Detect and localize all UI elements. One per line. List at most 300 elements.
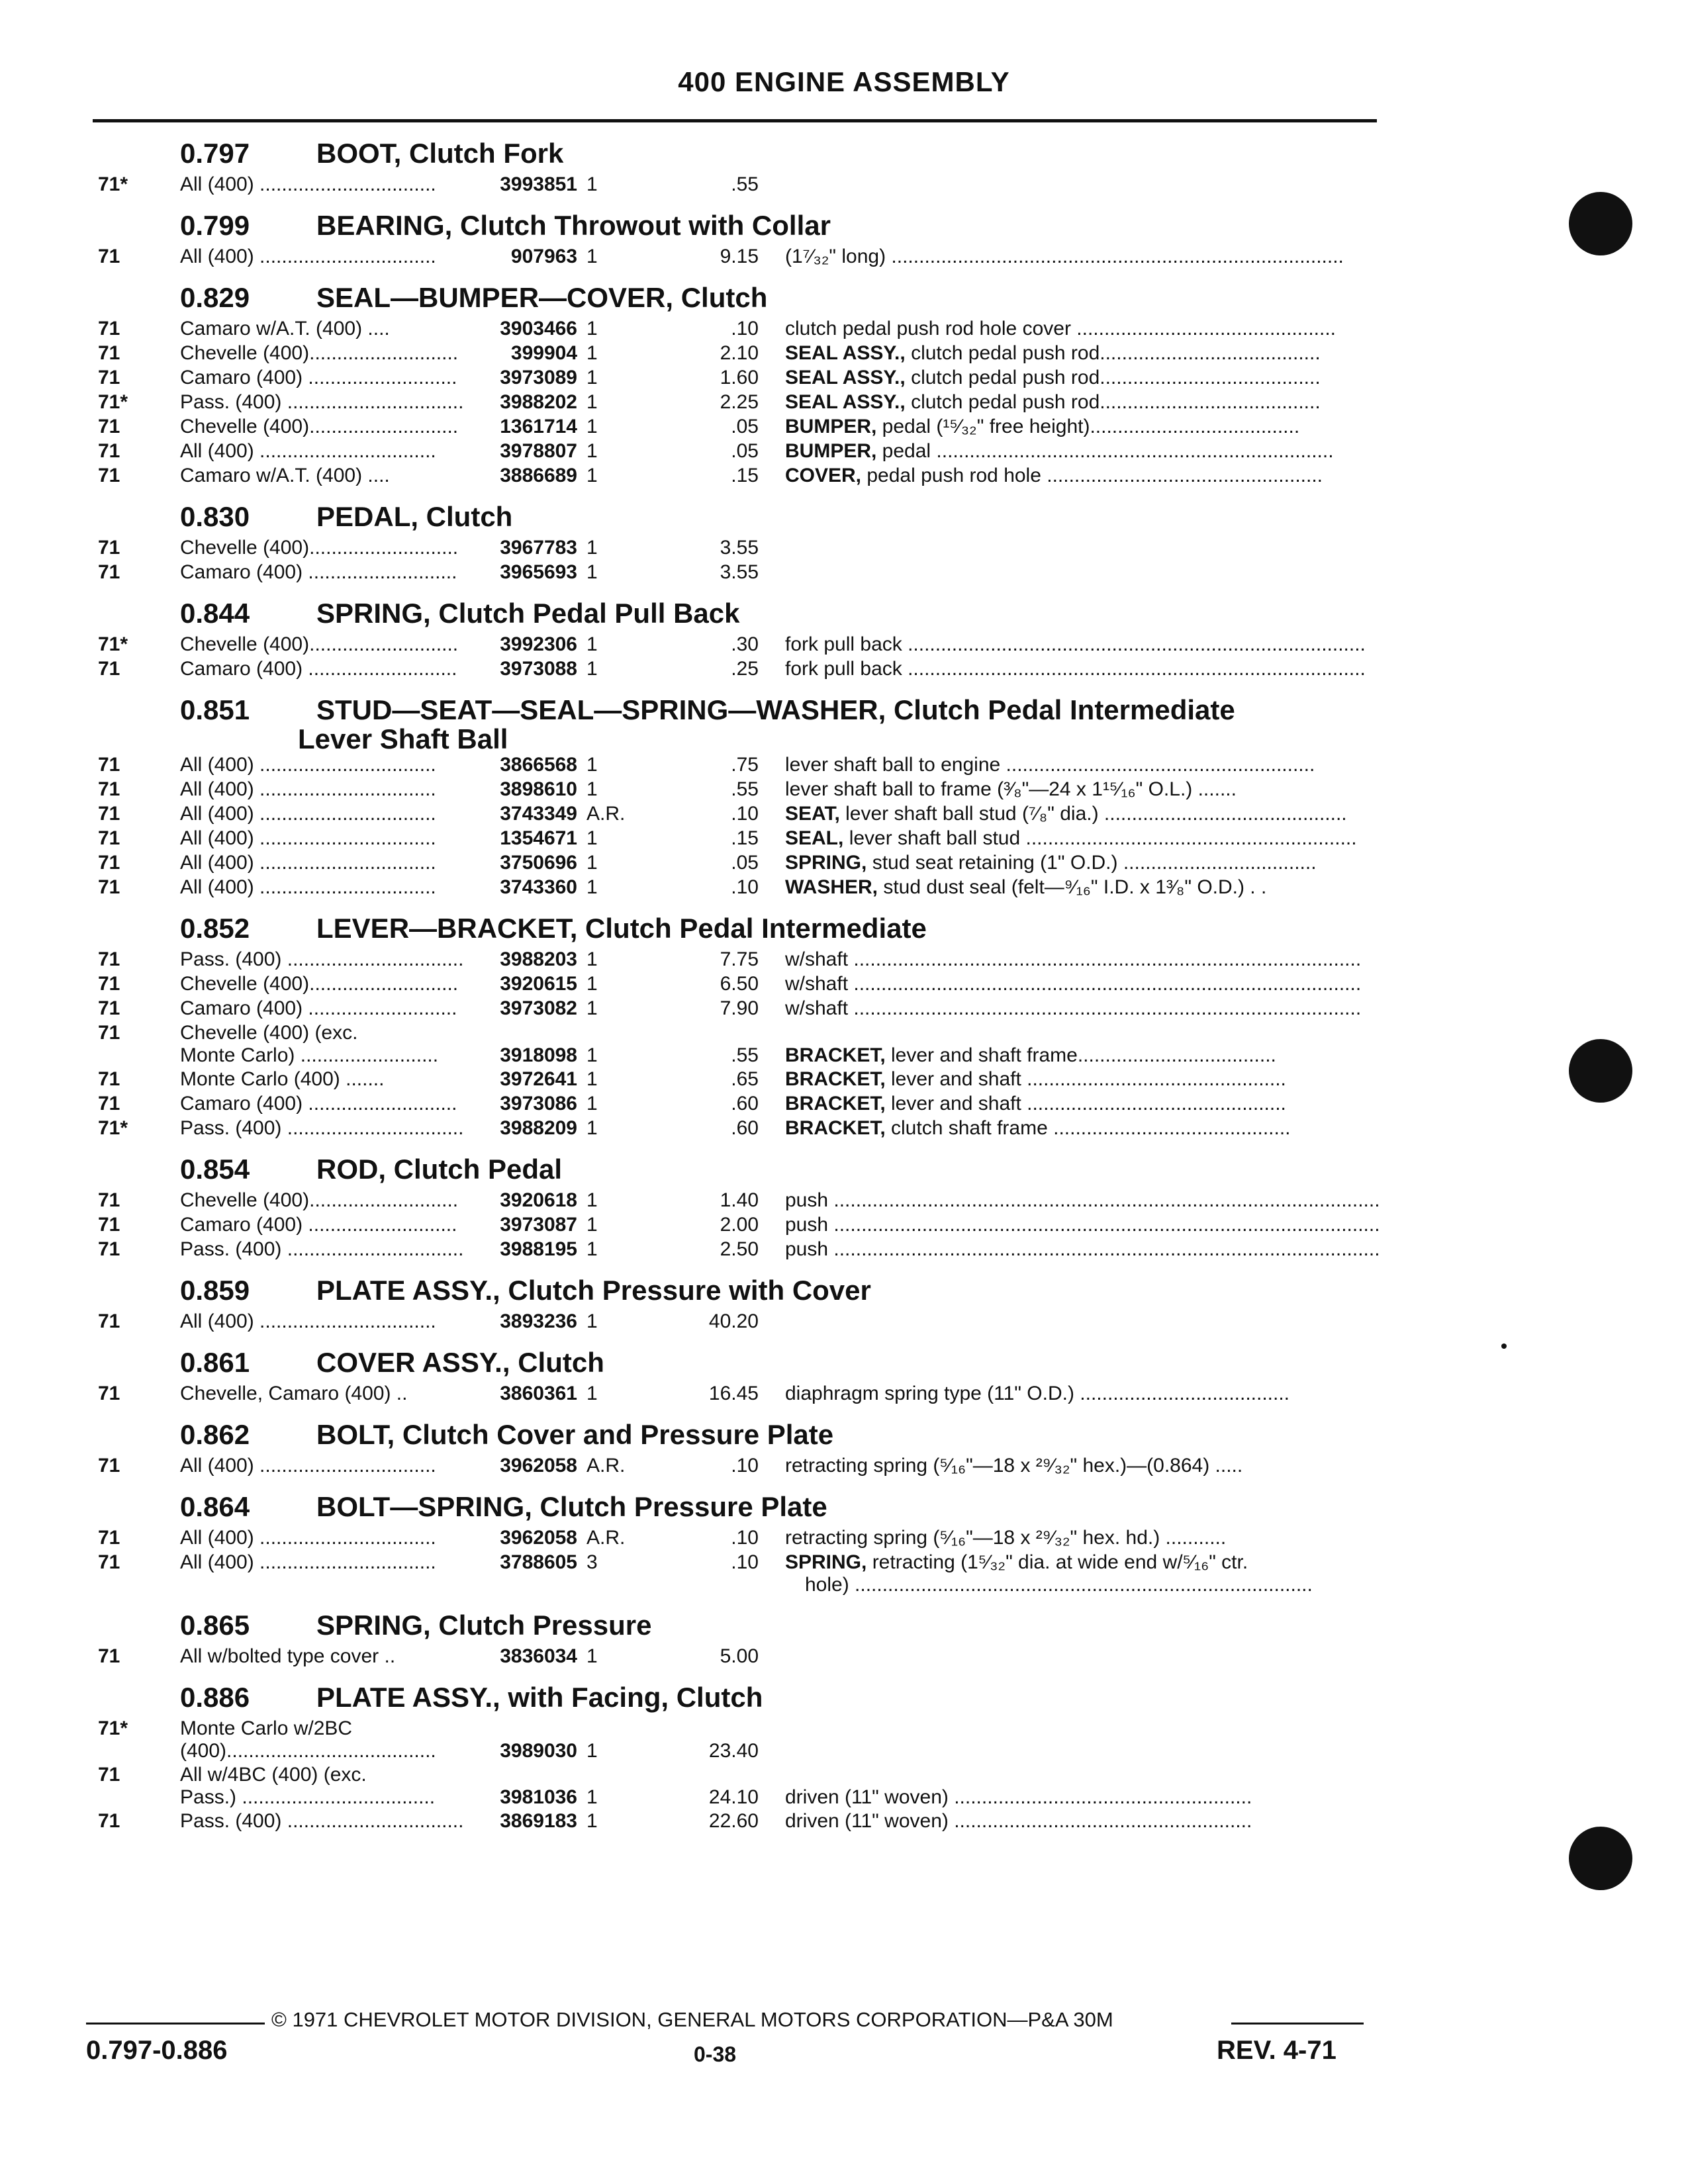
description-keyword: COVER, xyxy=(785,465,862,486)
description-keyword: SEAL ASSY., xyxy=(785,342,906,364)
application: All (400) ................................ xyxy=(180,754,436,776)
price: .10 xyxy=(731,1551,759,1573)
application: Camaro (400) ........................... xyxy=(180,658,457,680)
description xyxy=(785,416,1381,438)
section xyxy=(0,1604,1390,1670)
section xyxy=(0,689,1390,901)
quantity: 1 xyxy=(586,1238,598,1260)
price: .60 xyxy=(731,1117,759,1139)
price: 16.45 xyxy=(708,1383,759,1404)
description-keyword: BRACKET, xyxy=(785,1044,886,1066)
part-row xyxy=(0,1551,1390,1598)
section-title: PEDAL, Clutch xyxy=(316,501,513,532)
description-text: w/shaft ............................................................................................ xyxy=(785,997,1362,1019)
quantity: 1 xyxy=(586,318,598,340)
part-number: 3788605 xyxy=(500,1551,577,1573)
part-number: 3978807 xyxy=(500,440,577,462)
model-year: 71 xyxy=(98,1764,120,1786)
description-text: driven (11" woven) ...................................................... xyxy=(785,1786,1252,1808)
quantity: 1 xyxy=(586,876,598,898)
price: 3.55 xyxy=(720,561,759,583)
quantity: 1 xyxy=(586,537,598,559)
application: Camaro (400) ........................... xyxy=(180,561,457,583)
part-number: 3993851 xyxy=(500,173,577,195)
description-text: push ................................................................................................... xyxy=(785,1189,1380,1211)
part-number: 3988202 xyxy=(500,391,577,413)
model-year: 71* xyxy=(98,633,128,655)
price: .55 xyxy=(731,1044,759,1066)
part-number: 3973086 xyxy=(500,1093,577,1115)
description xyxy=(785,1117,1381,1140)
application: Chevelle (400) (exc. xyxy=(180,1022,358,1044)
price: .30 xyxy=(731,633,759,655)
footer-rule-right xyxy=(1231,2023,1364,2025)
part-number: 3962058 xyxy=(500,1527,577,1549)
part-row xyxy=(0,342,1390,367)
model-year: 71 xyxy=(98,827,120,849)
part-row xyxy=(0,1214,1390,1238)
quantity: 1 xyxy=(586,1310,598,1332)
part-number: 907963 xyxy=(510,246,577,267)
section-title: ROD, Clutch Pedal xyxy=(316,1154,563,1185)
model-year: 71 xyxy=(98,1645,120,1667)
part-row xyxy=(0,391,1390,416)
description-text: lever shaft ball stud (⁷⁄₈" dia.) ............................................ xyxy=(839,803,1347,825)
section-title: SEAL—BUMPER—COVER, Clutch xyxy=(316,282,768,313)
model-year: 71* xyxy=(98,173,128,195)
description-text: clutch pedal push rod hole cover ............................................... xyxy=(785,318,1336,340)
part-row xyxy=(0,1527,1390,1551)
section-header xyxy=(0,132,1390,173)
price: 1.60 xyxy=(720,367,759,388)
price: 2.10 xyxy=(720,342,759,364)
description-text: clutch pedal push rod........................................ xyxy=(905,342,1321,364)
description-text: clutch pedal push rod........................................ xyxy=(905,367,1321,388)
part-row xyxy=(0,367,1390,391)
application: Chevelle (400)........................... xyxy=(180,537,459,559)
model-year: 71 xyxy=(98,754,120,776)
footer-range: 0.797-0.886 xyxy=(86,2036,228,2065)
price: 7.75 xyxy=(720,948,759,970)
description xyxy=(785,948,1381,971)
section-number: 0.886 xyxy=(180,1682,250,1713)
quantity: 1 xyxy=(586,1383,598,1404)
quantity: 1 xyxy=(586,246,598,267)
part-number: 3981036 xyxy=(500,1786,577,1808)
section-header xyxy=(0,907,1390,948)
part-number: 3836034 xyxy=(500,1645,577,1667)
price: .05 xyxy=(731,440,759,462)
part-row xyxy=(0,1645,1390,1670)
part-number: 3920615 xyxy=(500,973,577,995)
model-year: 71 xyxy=(98,973,120,995)
quantity: 1 xyxy=(586,416,598,437)
part-number: 3886689 xyxy=(500,465,577,486)
price: .10 xyxy=(731,1527,759,1549)
description-text: clutch pedal push rod........................................ xyxy=(905,391,1321,413)
model-year: 71 xyxy=(98,1068,120,1090)
binder-hole-top xyxy=(1569,192,1632,255)
price: 1.40 xyxy=(720,1189,759,1211)
price: 6.50 xyxy=(720,973,759,995)
part-row xyxy=(0,416,1390,440)
header-rule xyxy=(93,119,1377,122)
section-header xyxy=(0,1414,1390,1455)
section-header xyxy=(0,496,1390,537)
description xyxy=(785,997,1381,1020)
application: Pass. (400) ................................ xyxy=(180,1810,463,1832)
price: .60 xyxy=(731,1093,759,1115)
model-year: 71 xyxy=(98,1238,120,1260)
model-year: 71* xyxy=(98,1717,128,1739)
part-number: 3860361 xyxy=(500,1383,577,1404)
part-number: 3918098 xyxy=(500,1044,577,1066)
price: .55 xyxy=(731,778,759,800)
section-header xyxy=(0,1148,1390,1189)
description xyxy=(785,973,1381,995)
section-title: COVER ASSY., Clutch xyxy=(316,1347,604,1378)
section-header xyxy=(0,592,1390,633)
application: Monte Carlo (400) ....... xyxy=(180,1068,385,1090)
model-year: 71 xyxy=(98,367,120,388)
description-keyword: SPRING, xyxy=(785,852,867,874)
price: 5.00 xyxy=(720,1645,759,1667)
application: Chevelle, Camaro (400) .. xyxy=(180,1383,408,1404)
model-year: 71 xyxy=(98,561,120,583)
description xyxy=(785,440,1381,463)
section-number: 0.852 xyxy=(180,913,250,944)
model-year: 71 xyxy=(98,1093,120,1115)
model-year: 71* xyxy=(98,391,128,413)
section xyxy=(0,1414,1390,1479)
quantity: 1 xyxy=(586,1786,598,1808)
description xyxy=(785,1044,1381,1067)
model-year: 71 xyxy=(98,1383,120,1404)
part-row xyxy=(0,1238,1390,1263)
model-year: 71 xyxy=(98,658,120,680)
section-title: PLATE ASSY., with Facing, Clutch xyxy=(316,1682,763,1713)
section-number: 0.799 xyxy=(180,210,250,241)
binder-hole-middle xyxy=(1569,1039,1632,1103)
quantity: 1 xyxy=(586,1068,598,1090)
part-row xyxy=(0,1189,1390,1214)
description xyxy=(785,778,1381,801)
price: .65 xyxy=(731,1068,759,1090)
part-number: 3989030 xyxy=(500,1740,577,1762)
description-text: retracting (1⁵⁄₃₂" dia. at wide end w/⁵⁄₁₆" ctr. xyxy=(867,1551,1248,1573)
application: Pass. (400) ................................ xyxy=(180,1238,463,1260)
section-header xyxy=(0,1604,1390,1645)
footer-copyright: © 1971 CHEVROLET MOTOR DIVISION, GENERAL MOTORS CORPORATION—P&A 30M xyxy=(271,2008,1113,2031)
application: Chevelle (400)........................... xyxy=(180,1189,459,1211)
part-row xyxy=(0,465,1390,489)
price: .05 xyxy=(731,852,759,874)
page-title: 400 ENGINE ASSEMBLY xyxy=(678,66,1010,97)
application: All (400) ................................ xyxy=(180,1455,436,1477)
part-number: 3973082 xyxy=(500,997,577,1019)
description-keyword: BRACKET, xyxy=(785,1093,886,1115)
model-year: 71 xyxy=(98,342,120,364)
part-number: 3988203 xyxy=(500,948,577,970)
quantity: 1 xyxy=(586,1810,598,1832)
description xyxy=(785,1527,1381,1549)
section-title: PLATE ASSY., Clutch Pressure with Cover xyxy=(316,1275,871,1306)
part-row xyxy=(0,827,1390,852)
part-number: 3750696 xyxy=(500,852,577,874)
description-keyword: BUMPER, xyxy=(785,416,877,437)
speck xyxy=(1501,1343,1507,1349)
application: Monte Carlo w/2BC xyxy=(180,1717,353,1739)
description xyxy=(785,827,1381,850)
application: Pass. (400) ................................ xyxy=(180,391,463,413)
price: .05 xyxy=(731,416,759,437)
description-keyword: SEAL ASSY., xyxy=(785,367,906,388)
description-keyword: SPRING, xyxy=(785,1551,867,1573)
application-continued: (400)...................................... xyxy=(180,1740,436,1762)
price: 2.00 xyxy=(720,1214,759,1236)
section-number: 0.830 xyxy=(180,501,250,532)
model-year: 71 xyxy=(98,948,120,970)
section-number: 0.829 xyxy=(180,282,250,313)
quantity: 1 xyxy=(586,754,598,776)
description-text: pedal (¹⁵⁄₃₂" free height)...................................... xyxy=(876,416,1300,437)
description-keyword: BRACKET, xyxy=(785,1117,886,1139)
model-year: 71 xyxy=(98,537,120,559)
section xyxy=(0,592,1390,682)
price: 2.25 xyxy=(720,391,759,413)
quantity: 1 xyxy=(586,367,598,388)
quantity: 1 xyxy=(586,633,598,655)
description-text: w/shaft ............................................................................................ xyxy=(785,948,1362,970)
section-header xyxy=(0,1342,1390,1383)
application: All w/bolted type cover .. xyxy=(180,1645,396,1667)
quantity: 3 xyxy=(586,1551,598,1573)
description-text: clutch shaft frame ........................................... xyxy=(885,1117,1291,1139)
part-row xyxy=(0,1117,1390,1142)
section-title: BOLT, Clutch Cover and Pressure Plate xyxy=(316,1419,834,1450)
application: Camaro (400) ........................... xyxy=(180,367,457,388)
section-number: 0.861 xyxy=(180,1347,250,1378)
quantity: 1 xyxy=(586,391,598,413)
quantity: 1 xyxy=(586,1044,598,1066)
part-number: 3869183 xyxy=(500,1810,577,1832)
price: 3.55 xyxy=(720,537,759,559)
description-text: w/shaft ............................................................................................ xyxy=(785,973,1362,995)
description xyxy=(785,1383,1381,1405)
description-text: push ................................................................................................... xyxy=(785,1238,1380,1260)
application: Pass. (400) ................................ xyxy=(180,1117,463,1139)
model-year: 71 xyxy=(98,803,120,825)
description xyxy=(785,876,1381,899)
section xyxy=(0,1148,1390,1263)
description-text: push ................................................................................................... xyxy=(785,1214,1380,1236)
part-row xyxy=(0,778,1390,803)
model-year: 71 xyxy=(98,1189,120,1211)
application: All (400) ................................ xyxy=(180,1310,436,1332)
parts-list xyxy=(0,132,1390,1841)
part-number: 3866568 xyxy=(500,754,577,776)
quantity: 1 xyxy=(586,440,598,462)
quantity: 1 xyxy=(586,948,598,970)
part-number: 3988195 xyxy=(500,1238,577,1260)
part-row xyxy=(0,246,1390,270)
description xyxy=(785,1093,1381,1115)
model-year: 71 xyxy=(98,1810,120,1832)
section-number: 0.862 xyxy=(180,1419,250,1450)
application: Chevelle (400)........................... xyxy=(180,973,459,995)
model-year: 71* xyxy=(98,1117,128,1139)
part-row xyxy=(0,948,1390,973)
section xyxy=(0,205,1390,270)
part-row xyxy=(0,803,1390,827)
quantity: A.R. xyxy=(586,1455,626,1477)
description xyxy=(785,658,1381,680)
part-row xyxy=(0,1455,1390,1479)
part-row xyxy=(0,754,1390,778)
price: .10 xyxy=(731,803,759,825)
application: All (400) ................................ xyxy=(180,246,436,267)
application: Camaro (400) ........................... xyxy=(180,1214,457,1236)
part-row xyxy=(0,173,1390,198)
price: 40.20 xyxy=(708,1310,759,1332)
description-text: retracting spring (⁵⁄₁₆"—18 x ²⁹⁄₃₂" hex.)—(0.864) ..... xyxy=(785,1455,1243,1477)
price: 7.90 xyxy=(720,997,759,1019)
quantity: 1 xyxy=(586,1645,598,1667)
application: All (400) ................................ xyxy=(180,1551,436,1573)
application: All (400) ................................ xyxy=(180,173,436,195)
part-row xyxy=(0,658,1390,682)
application: All (400) ................................ xyxy=(180,876,436,898)
part-number: 3743349 xyxy=(500,803,577,825)
application: Camaro (400) ........................... xyxy=(180,1093,457,1115)
description-text: lever and shaft frame.................................... xyxy=(885,1044,1276,1066)
model-year: 71 xyxy=(98,465,120,486)
quantity: 1 xyxy=(586,973,598,995)
description-text: stud dust seal (felt—⁹⁄₁₆" I.D. x 1³⁄₈" O.D.) . . xyxy=(878,876,1267,898)
description-keyword: BUMPER, xyxy=(785,440,877,462)
description-keyword: WASHER, xyxy=(785,876,878,898)
description-text: stud seat retaining (1" O.D.) ................................... xyxy=(867,852,1317,874)
description-keyword: SEAL, xyxy=(785,827,844,849)
quantity: 1 xyxy=(586,1189,598,1211)
description xyxy=(785,633,1381,656)
quantity: 1 xyxy=(586,658,598,680)
application: Chevelle (400)........................... xyxy=(180,342,459,364)
part-number: 3992306 xyxy=(500,633,577,655)
part-row xyxy=(0,1383,1390,1407)
description xyxy=(785,1068,1381,1091)
section-number: 0.854 xyxy=(180,1154,250,1185)
description-text: fork pull back ................................................................................... xyxy=(785,658,1366,680)
description xyxy=(785,1786,1381,1809)
description xyxy=(785,803,1381,825)
section-title-continued: Lever Shaft Ball xyxy=(298,723,508,754)
description xyxy=(785,1455,1381,1477)
description xyxy=(785,465,1381,487)
section-number: 0.851 xyxy=(180,694,250,725)
section-number: 0.797 xyxy=(180,138,250,169)
price: .55 xyxy=(731,173,759,195)
section-number: 0.844 xyxy=(180,598,250,629)
application: Chevelle (400)........................... xyxy=(180,416,459,437)
model-year: 71 xyxy=(98,876,120,898)
description-text: fork pull back ................................................................................... xyxy=(785,633,1366,655)
description xyxy=(785,1214,1381,1236)
part-number: 3965693 xyxy=(500,561,577,583)
section-title: STUD—SEAT—SEAL—SPRING—WASHER, Clutch Pedal Intermediate xyxy=(316,694,1235,725)
description-text: lever and shaft ............................................... xyxy=(885,1068,1286,1090)
application: All (400) ................................ xyxy=(180,827,436,849)
section xyxy=(0,132,1390,198)
quantity: 1 xyxy=(586,827,598,849)
part-row xyxy=(0,537,1390,561)
part-row xyxy=(0,1022,1390,1068)
quantity: A.R. xyxy=(586,803,626,825)
part-row xyxy=(0,1810,1390,1835)
application-continued: Monte Carlo) ......................... xyxy=(180,1044,439,1066)
description-text: pedal ........................................................................ xyxy=(876,440,1334,462)
section-title: SPRING, Clutch Pressure xyxy=(316,1610,652,1641)
part-number: 3972641 xyxy=(500,1068,577,1090)
description-text: lever shaft ball to engine ........................................................ xyxy=(785,754,1315,776)
description-keyword: SEAL ASSY., xyxy=(785,391,906,413)
part-row xyxy=(0,1310,1390,1335)
part-number: 3898610 xyxy=(500,778,577,800)
price: 2.50 xyxy=(720,1238,759,1260)
quantity: 1 xyxy=(586,1740,598,1762)
description xyxy=(785,342,1381,365)
price: .25 xyxy=(731,658,759,680)
application: Camaro (400) ........................... xyxy=(180,997,457,1019)
part-row xyxy=(0,876,1390,901)
model-year: 71 xyxy=(98,1022,120,1044)
description-text: driven (11" woven) ...................................................... xyxy=(785,1810,1252,1832)
section xyxy=(0,1676,1390,1835)
section xyxy=(0,1269,1390,1335)
description xyxy=(785,1810,1381,1833)
part-row xyxy=(0,1764,1390,1810)
model-year: 71 xyxy=(98,440,120,462)
model-year: 71 xyxy=(98,1214,120,1236)
part-number: 3973087 xyxy=(500,1214,577,1236)
section-title: BOOT, Clutch Fork xyxy=(316,138,564,169)
description-text: pedal push rod hole .................................................. xyxy=(861,465,1323,486)
part-number: 1354671 xyxy=(500,827,577,849)
description-text: lever shaft ball to frame (³⁄₈"—24 x 1¹⁵⁄₁₆" O.L.) ....... xyxy=(785,778,1237,800)
description xyxy=(785,852,1381,874)
section-title: BEARING, Clutch Throwout with Collar xyxy=(316,210,831,241)
model-year: 71 xyxy=(98,1455,120,1477)
description-text: lever and shaft ............................................... xyxy=(885,1093,1286,1115)
section-header xyxy=(0,1486,1390,1527)
section xyxy=(0,1342,1390,1407)
description xyxy=(785,754,1381,776)
part-number: 3973088 xyxy=(500,658,577,680)
description xyxy=(785,1189,1381,1212)
part-number: 3967783 xyxy=(500,537,577,559)
part-number: 3743360 xyxy=(500,876,577,898)
part-row xyxy=(0,1068,1390,1093)
description-keyword: SEAT, xyxy=(785,803,840,825)
section xyxy=(0,496,1390,586)
part-number: 3988209 xyxy=(500,1117,577,1139)
part-row xyxy=(0,997,1390,1022)
price: .10 xyxy=(731,318,759,340)
part-number: 3893236 xyxy=(500,1310,577,1332)
section-title: BOLT—SPRING, Clutch Pressure Plate xyxy=(316,1491,827,1522)
part-row xyxy=(0,318,1390,342)
section-title: SPRING, Clutch Pedal Pull Back xyxy=(316,598,740,629)
